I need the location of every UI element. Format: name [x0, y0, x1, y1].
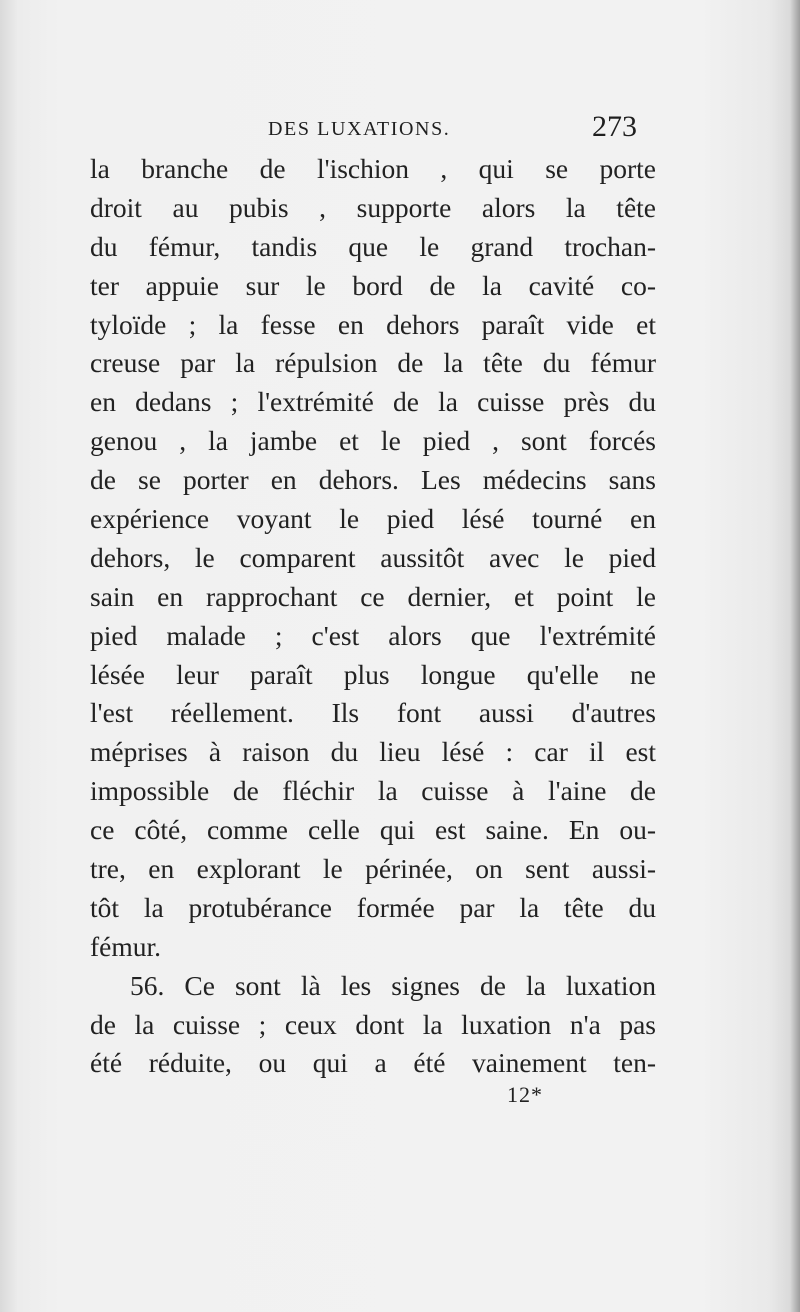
text-line: expérience voyant le pied lésé tourné en	[90, 503, 656, 535]
text-line: méprises à raison du lieu lésé : car il est	[90, 736, 656, 768]
text-line: de se porter en dehors. Les médecins sans	[90, 464, 656, 496]
text-line: tyloïde ; la fesse en dehors paraît vide et	[90, 308, 656, 340]
text-line: la branche de l'ischion , qui se porte	[90, 153, 656, 184]
text-line: creuse par la répulsion de la tête du fémur	[90, 347, 656, 379]
paragraph-56-line: 56. Ce sont là les signes de la luxation	[130, 969, 656, 1001]
page-number: 273	[592, 110, 637, 143]
text-line: l'est réellement. Ils font aussi d'autres	[90, 697, 656, 729]
body-text	[90, 150, 656, 1083]
text-line: du fémur, tandis que le grand trochan-	[90, 230, 656, 262]
text-line: sain en rapprochant ce dernier, et point le	[90, 580, 656, 612]
page-edge-shadow	[790, 0, 800, 1312]
text-line: droit au pubis , supporte alors la tête	[90, 191, 656, 223]
text-line: en dedans ; l'extrémité de la cuisse près du	[90, 386, 656, 418]
text-line: dehors, le comparent aussitôt avec le pied	[90, 541, 656, 573]
text-line: impossible de fléchir la cuisse à l'aine de	[90, 775, 656, 807]
text-line: ter appuie sur le bord de la cavité co-	[90, 269, 656, 301]
text-line: tôt la protubérance formée par la tête du	[90, 891, 656, 923]
text-line: pied malade ; c'est alors que l'extrémité	[90, 619, 656, 651]
running-head	[0, 108, 800, 148]
text-line: tre, en explorant le périnée, on sent aussi-	[90, 853, 656, 885]
text-line: ce côté, comme celle qui est saine. En ou-	[90, 814, 656, 846]
running-title: DES LUXATIONS.	[268, 118, 451, 140]
text-line: fémur.	[90, 930, 162, 962]
paragraph-56-line: de la cuisse ; ceux dont la luxation n'a pas	[90, 1008, 656, 1040]
text-line: genou , la jambe et le pied , sont forcés	[90, 425, 656, 457]
signature-mark: 12*	[507, 1082, 543, 1107]
paragraph-56-line: été réduite, ou qui a été vainement ten-	[90, 1047, 656, 1079]
text-line: lésée leur paraît plus longue qu'elle ne	[90, 658, 656, 690]
